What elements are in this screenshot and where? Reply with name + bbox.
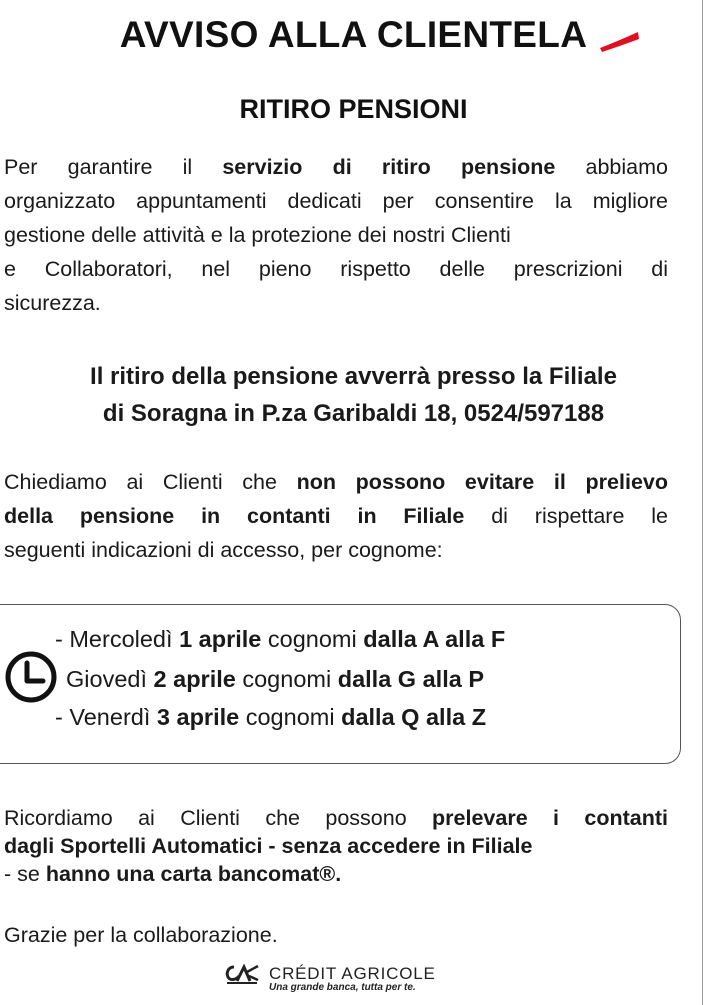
atm-line-1: Ricordiamo ai Clienti che possono prelevare i contanti: [4, 806, 669, 830]
request-line-2: della pensione in contanti in Filiale di rispettare le: [4, 504, 669, 528]
page-edge-rule: [702, 0, 703, 1005]
location-line-2: di Soragna in P.za Garibaldi 18, 0524/597188: [102, 400, 605, 427]
schedule-row-wednesday: - Mercoledì 1 aprile cognomi dalla A alla F: [55, 626, 506, 652]
atm-line-2: dagli Sportelli Automatici - senza accedere in Filiale: [4, 834, 533, 858]
request-paragraph: [4, 465, 668, 567]
intro-paragraph: [4, 150, 668, 320]
page-title: AVVISO ALLA CLIENTELA: [119, 14, 588, 55]
intro-line-2: organizzato appuntamenti dedicati per consentire la migliore: [4, 189, 668, 213]
closing-text: Grazie per la collaborazione.: [4, 923, 278, 947]
atm-paragraph: [4, 804, 668, 888]
bank-logo-icon: [225, 964, 259, 984]
red-accent-mark-icon: [598, 30, 640, 52]
credit-agricole-logo: [225, 962, 455, 998]
location-line-1: Il ritiro della pensione avverrà presso la Filiale: [90, 363, 617, 390]
logo-name: CRÉDIT AGRICOLE: [269, 964, 436, 983]
request-line-3: seguenti indicazioni di accesso, per cognome:: [4, 538, 443, 562]
logo-tagline: Una grande banca, tutta per te.: [269, 982, 416, 993]
section-subtitle: RITIRO PENSIONI: [239, 94, 468, 124]
intro-line-1: Per garantire il servizio di ritiro pensione abbiamo: [4, 155, 668, 179]
schedule-row-thursday: Giovedì 2 aprile cognomi dalla G alla P: [66, 666, 485, 692]
clock-icon: [4, 650, 58, 704]
intro-line-5: sicurezza.: [4, 291, 101, 315]
intro-line-3: gestione delle attività e la protezione dei nostri Clienti: [4, 223, 511, 247]
location-notice: [0, 358, 707, 432]
intro-line-4: e Collaboratori, nel pieno rispetto delle prescrizioni di: [4, 257, 668, 281]
request-line-1: Chiediamo ai Clienti che non possono evitare il prelievo: [4, 470, 668, 494]
schedule-row-friday: - Venerdì 3 aprile cognomi dalla Q alla Z: [55, 704, 487, 730]
atm-line-3: - se hanno una carta bancomat®.: [4, 862, 342, 886]
